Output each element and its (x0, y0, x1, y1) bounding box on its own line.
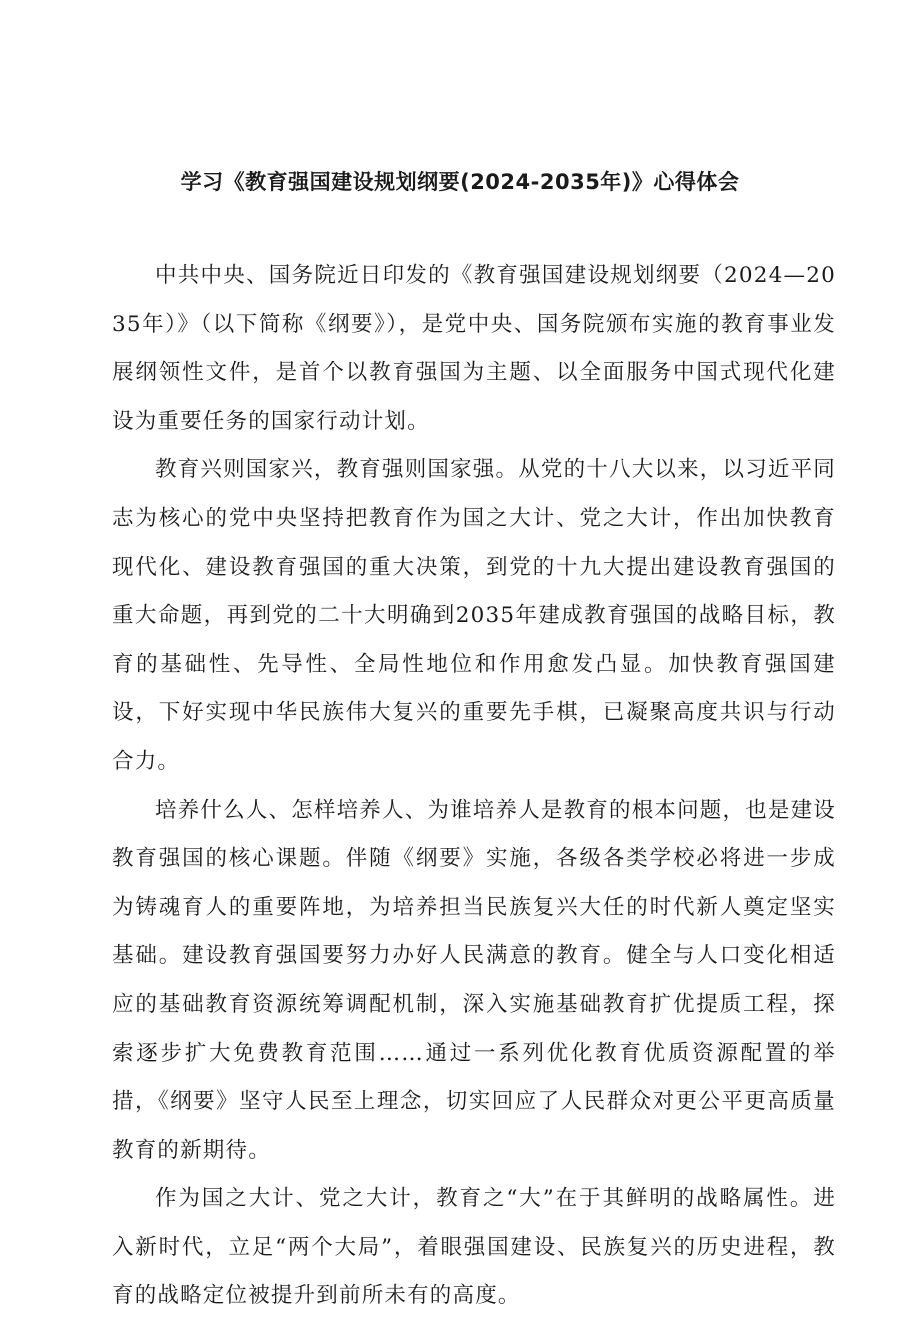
paragraph-1: 中共中央、国务院近日印发的《教育强国建设规划纲要（2024—2035年）》（以下简称《纲要》），是党中央、国务院颁布实施的教育事业发展纲领性文件，是首个以教育强国为主题、以全面服务中国式现代化建设为重要任务的国家行动计划。 (112, 263, 836, 434)
paragraph-2: 教育兴则国家兴，教育强则国家强。从党的十八大以来，以习近平同志为核心的党中央坚持把教育作为国之大计、党之大计，作出加快教育现代化、建设教育强国的重大决策，到党的十九大提出建设教育强国的重大命题，再到党的二十大明确到2035年建成教育强国的战略目标，教育的基础性、先导性、全局性地位和作用愈发凸显。加快教育强国建设，下好实现中华民族伟大复兴的重要先手棋，已凝聚高度共识与行动合力。 (112, 457, 837, 774)
paragraph-4: 作为国之大计、党之大计，教育之“大”在于其鲜明的战略属性。进入新时代，立足“两个大局”，着眼强国建设、民族复兴的历史进程，教育的战略定位被提升到前所未有的高度。 (112, 1186, 836, 1309)
document-body (112, 252, 836, 1321)
paragraph-3: 培养什么人、怎样培养人、为谁培养人是教育的根本问题，也是建设教育强国的核心课题。伴随《纲要》实施，各级各类学校必将进一步成为铸魂育人的重要阵地，为培养担当民族复兴大任的时代新人奠定坚实基础。建设教育强国要努力办好人民满意的教育。健全与人口变化相适应的基础教育资源统筹调配机制，深入实施基础教育扩优提质工程，探索逐步扩大免费教育范围……通过一系列优化教育优质资源配置的举措，《纲要》坚守人民至上理念，切实回应了人民群众对更公平更高质量教育的新期待。 (112, 797, 837, 1163)
document-title: 学习《教育强国建设规划纲要(2024-2035年)》心得体会 (180, 170, 740, 194)
